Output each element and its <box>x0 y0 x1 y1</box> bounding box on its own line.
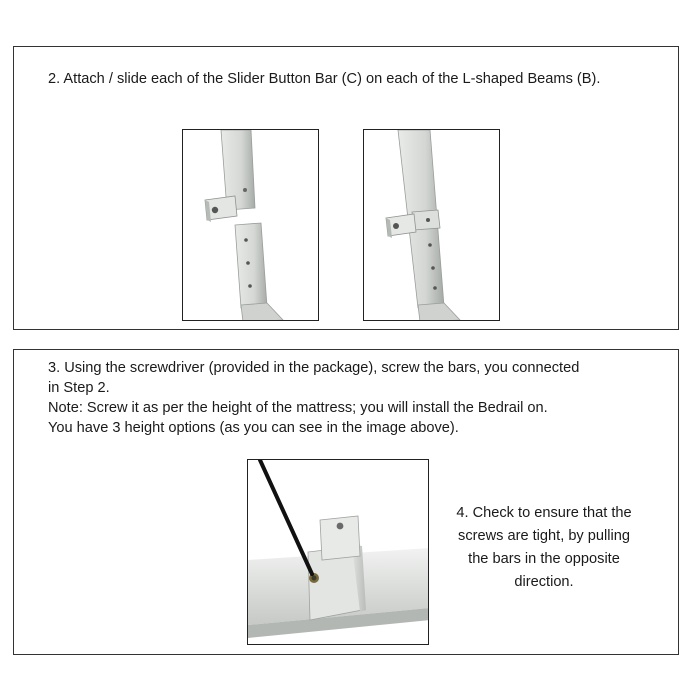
step-3-line-1: 3. Using the screwdriver (provided in the package), screw the bars, you connected <box>48 360 580 376</box>
step-4-line-4: direction. <box>514 574 574 590</box>
step-2-panel <box>13 46 679 330</box>
screwdriver-photo <box>247 459 429 645</box>
step-4-line-3: the bars in the opposite <box>468 551 620 567</box>
step-3-line-2: in Step 2. <box>48 380 110 396</box>
step-3-note-line-1: Note: Screw it as per the height of the mattress; you will install the Bedrail on. <box>48 400 548 416</box>
step-2-instruction: 2. Attach / slide each of the Slider Button Bar (C) on each of the L-shaped Beams (B). <box>48 71 601 87</box>
step-4-line-2: screws are tight, by pulling <box>458 528 630 544</box>
attached-bars-photo <box>363 129 500 321</box>
step-4-line-1: 4. Check to ensure that the <box>456 505 632 521</box>
step-3-panel <box>13 349 679 655</box>
separated-bars-photo <box>182 129 319 321</box>
step-4-instruction <box>429 502 659 594</box>
step-3-note-line-2: You have 3 height options (as you can see in the image above). <box>48 420 459 436</box>
step-3-instruction <box>48 358 668 438</box>
